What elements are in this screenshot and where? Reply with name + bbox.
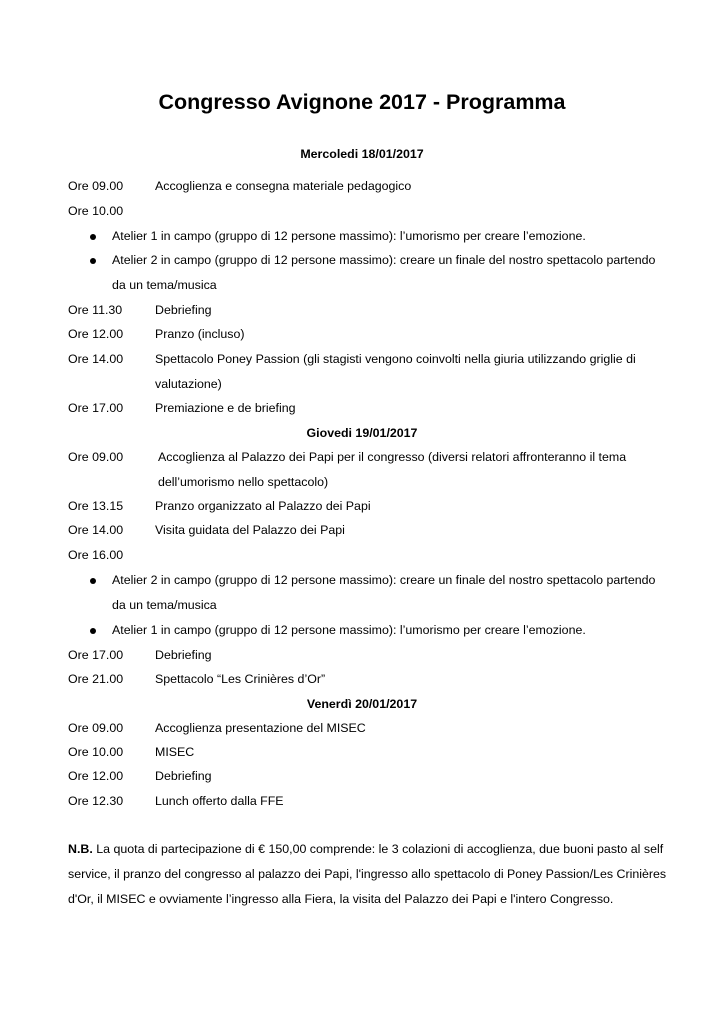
note-line [68, 839, 663, 859]
entry-time: Ore 09.00 [68, 721, 124, 735]
entry-description: Accoglienza al Palazzo dei Papi per il congresso (diversi relatori affronteranno il tema [158, 450, 627, 464]
entry-time: Ore 16.00 [68, 548, 124, 562]
entry-description: Spettacolo “Les Crinières d’Or” [155, 672, 326, 686]
entry-time: Ore 10.00 [68, 204, 124, 218]
entry-description: dell’umorismo nello spettacolo) [158, 475, 329, 489]
day-heading: Mercoledi 18/01/2017 [300, 147, 424, 161]
entry-time: Ore 11.30 [68, 303, 123, 317]
note-line: d'Or, il MISEC e ovviamente l’ingresso alla Fiera, la visita del Palazzo dei Papi e l'intero Congresso. [68, 892, 614, 906]
entry-time: Ore 10.00 [68, 745, 124, 759]
bullet-text: da un tema/musica [112, 278, 217, 292]
bullet-icon [90, 234, 96, 240]
bullet-icon [90, 628, 96, 634]
entry-description: Accoglienza presentazione del MISEC [155, 721, 366, 735]
bullet-text: da un tema/musica [112, 598, 217, 612]
entry-description: MISEC [155, 745, 195, 759]
entry-time: Ore 17.00 [68, 648, 124, 662]
entry-description: Pranzo (incluso) [155, 327, 245, 341]
entry-time: Ore 13.15 [68, 499, 124, 513]
entry-time: Ore 21.00 [68, 672, 124, 686]
bullet-text: Atelier 2 in campo (gruppo di 12 persone massimo): creare un finale del nostro spettacolo partendo [112, 253, 656, 267]
entry-time: Ore 12.30 [68, 794, 124, 808]
entry-time: Ore 12.00 [68, 327, 124, 341]
entry-description: Accoglienza e consegna materiale pedagogico [155, 179, 412, 193]
entry-time: Ore 17.00 [68, 401, 124, 415]
entry-description: Debriefing [155, 769, 212, 783]
entry-time: Ore 09.00 [68, 179, 124, 193]
entry-description: valutazione) [155, 377, 222, 391]
entry-description: Spettacolo Poney Passion (gli stagisti vengono coinvolti nella giuria utilizzando griglie di [155, 352, 636, 366]
entry-time: Ore 12.00 [68, 769, 124, 783]
entry-time: Ore 14.00 [68, 523, 124, 537]
bullet-icon [90, 578, 96, 584]
entry-description: Debriefing [155, 303, 212, 317]
day-heading: Venerdì 20/01/2017 [306, 697, 418, 711]
note-text: La quota di partecipazione di € 150,00 comprende: le 3 colazioni di accoglienza, due buoni pasto al self [92, 842, 664, 856]
entry-description: Premiazione e de briefing [155, 401, 296, 415]
entry-time: Ore 14.00 [68, 352, 124, 366]
page-title: Congresso Avignone 2017 - Programma [158, 90, 566, 114]
entry-description: Lunch offerto dalla FFE [155, 794, 284, 808]
entry-description: Visita guidata del Palazzo dei Papi [155, 523, 345, 537]
bullet-text: Atelier 2 in campo (gruppo di 12 persone massimo): creare un finale del nostro spettacolo partendo [112, 573, 656, 587]
entry-description: Pranzo organizzato al Palazzo dei Papi [155, 499, 371, 513]
day-heading: Giovedi 19/01/2017 [306, 426, 418, 440]
bullet-icon [90, 258, 96, 264]
entry-description: Debriefing [155, 648, 212, 662]
note-label: N.B. [68, 842, 93, 856]
note-line: service, il pranzo del congresso al palazzo dei Papi, l'ingresso allo spettacolo di Poney Passion/Les Crinières [68, 867, 667, 881]
bullet-text: Atelier 1 in campo (gruppo di 12 persone massimo): l’umorismo per creare l’emozione. [112, 623, 586, 637]
entry-time: Ore 09.00 [68, 450, 124, 464]
bullet-text: Atelier 1 in campo (gruppo di 12 persone massimo): l’umorismo per creare l’emozione. [112, 229, 586, 243]
